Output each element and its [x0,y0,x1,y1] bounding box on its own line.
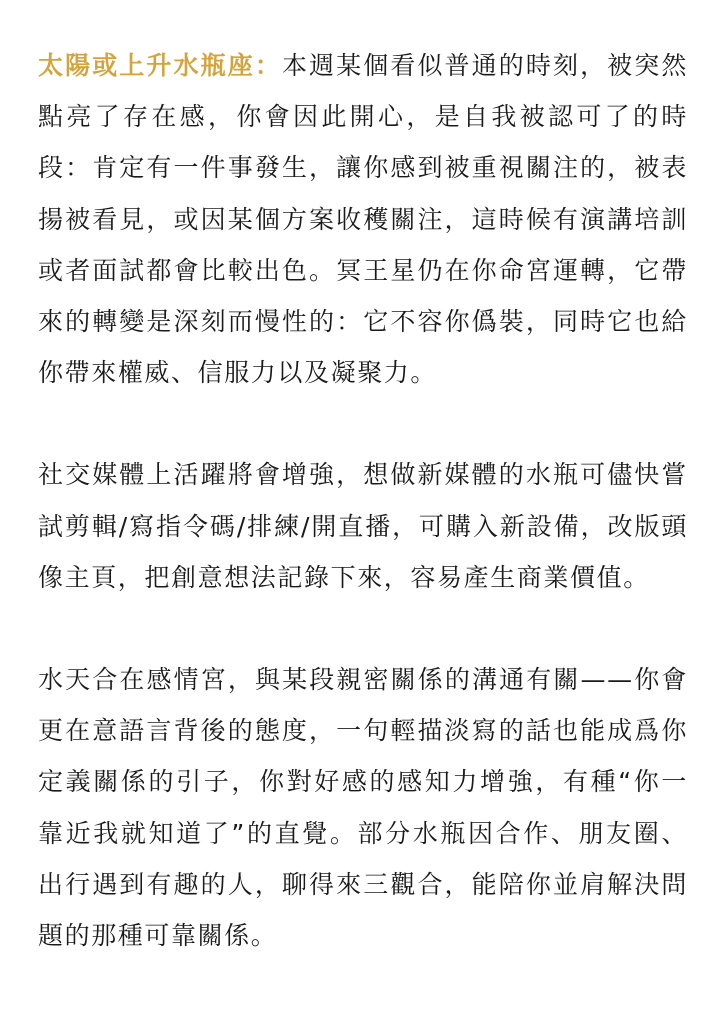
text-line: 社交媒體上活躍將會增強，想做新媒體的水瓶可儘 [38,460,635,490]
text-line: 在你命宮運轉，它帶來的轉變是深刻而慢性的：它 [38,255,688,337]
text-line: 突然點亮了存在感，你會因此開心，是自我被認可 [38,51,689,132]
paragraph-aquarius-sun-rising [38,40,688,398]
paragraph-relationships [38,654,688,961]
text-line: 了的時段：肯定有一件事發生，讓你感到被重視關 [38,102,688,183]
text-line: 備，改版頭像主頁，把創意想法記錄下來，容易產 [38,511,688,592]
text-line: 能成爲你定義關係的引子，你對好感的感知力增 [38,716,688,797]
text-line: 不容你僞裝，同時它也給你帶來權威、信服力以及 [38,307,688,388]
text-line: 注的，被表揚被看見，或因某個方案收穫關注，這 [38,153,688,234]
paragraph-social-media [38,449,688,603]
text-line: 時候有演講培訓或者面試都會比較出色。冥王星仍 [38,204,689,285]
text-line: 你會更在意語言背後的態度，一句輕描淡寫的話也 [38,665,689,746]
paragraph-heading: 太陽或上升水瓶座： [38,51,282,80]
text-line: 本週某個看似普通的時刻，被 [281,51,635,80]
article-body [38,40,688,961]
text-line: 快嘗試剪輯/寫指令碼/排練/開直播，可購入新設 [38,460,689,541]
text-line: 合，能陪你並肩解決問題的那種可靠關係。 [38,869,688,951]
text-line: 生商業價值。 [490,562,650,592]
text-line: 強，有種“你一靠近我就知道了”的直覺。部分水瓶 [38,767,689,848]
text-line: 水天合在感情宮，與某段親密關係的溝通有關—— [38,665,634,695]
text-line: 因合作、朋友圈、出行遇到有趣的人，聊得來三觀 [38,818,688,899]
text-line: 凝聚力。 [330,358,438,388]
